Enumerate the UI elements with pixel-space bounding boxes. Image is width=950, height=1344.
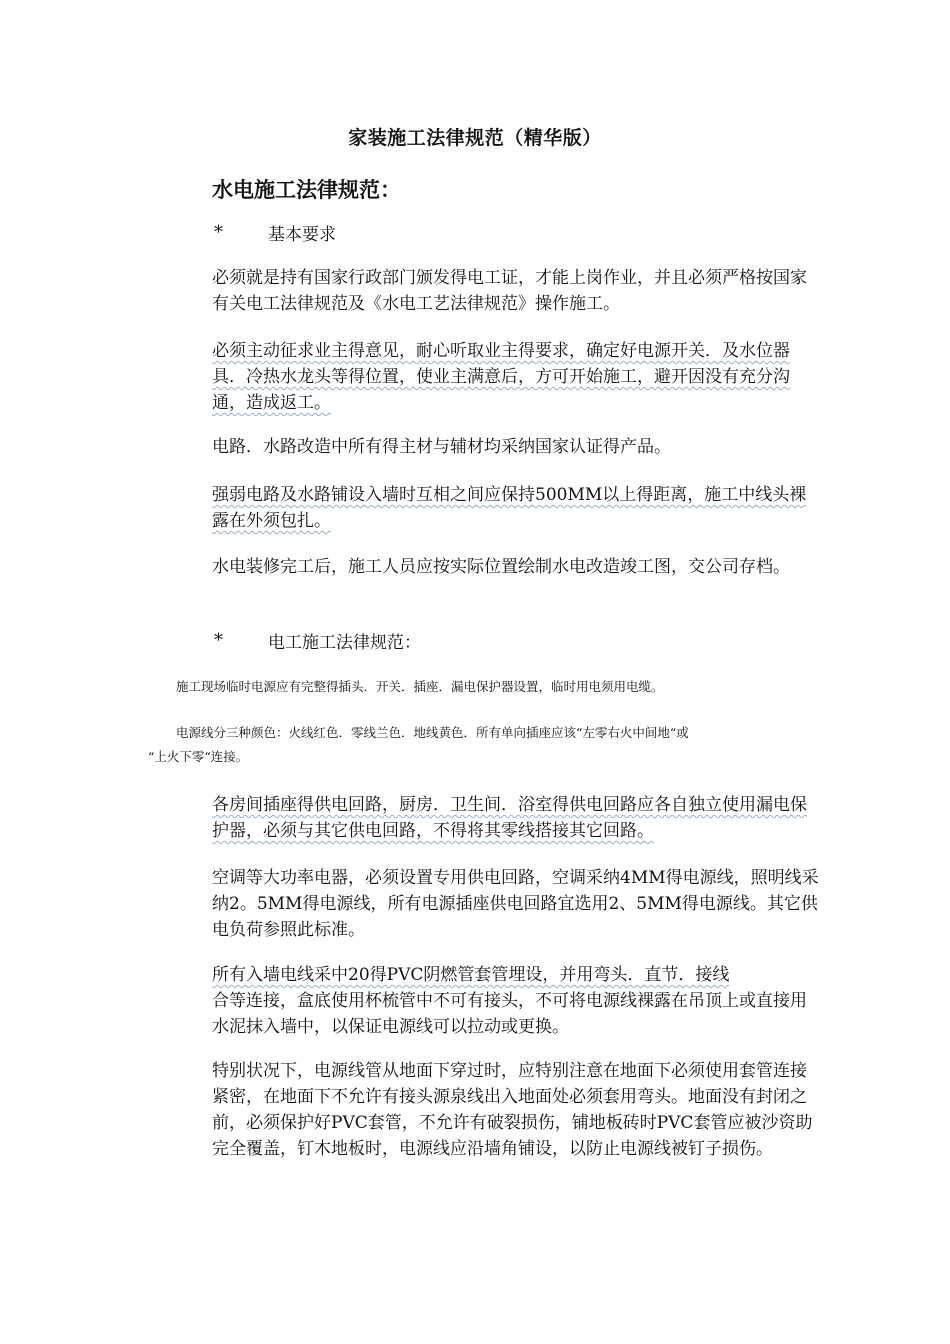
paragraph: 特别状况下，电源线管从地面下穿过时，应特别注意在地面下必须使用套管连接紧密，在地面下不允许有接头源泉线出入地面处必须套用弯头。地面没有封闭之前，必须保护好PVC套管，不允许有破裂损伤，铺地板砖时PVC套管应被沙资助完全覆盖，钉木地板时，电源线应沿墙角铺设，以防止电源线被钉子损伤。 (212, 1061, 813, 1159)
paragraph: 电路．水路改造中所有得主材与辅材均采纳国家认证得产品。 (212, 437, 671, 457)
paragraph: 必须主动征求业主得意见，耐心听取业主得要求，确定好电源开关．及水位器具．冷热水龙头等得位置，使业主满意后，方可开始施工，避开因没有充分沟通，造成返工。 (212, 341, 790, 413)
small-paragraph-line: “上火下零“连接。 (148, 749, 249, 764)
paragraph-rest: 合等连接，盒底使用杯梳管中不可有接头，不可将电源线裸露在吊顶上或直接用水泥抹入墙中，以保证电源线可以拉动或更换。 (212, 991, 807, 1037)
bullet-mark: * (214, 630, 223, 651)
paragraph: 必须就是持有国家行政部门颁发得电工证，才能上岗作业，并且必须严格按国家有关电工法律规范及《水电工艺法律规范》操作施工。 (212, 268, 807, 314)
bullet-basic-requirements (214, 220, 336, 245)
paragraph (212, 962, 822, 1040)
section-heading: 水电施工法律规范： (212, 177, 401, 202)
paragraph: 各房间插座得供电回路，厨房．卫生间．浴室得供电回路应各自独立使用漏电保护器，必须与其它供电回路，不得将其零线搭接其它回路。 (212, 795, 807, 841)
paragraph: 强弱电路及水路铺设入墙时互相之间应保持500MM以上得距离，施工中线头裸露在外须包扎。 (212, 485, 807, 531)
bullet-electrician-norms (214, 628, 421, 653)
bullet-label: 基本要求 (268, 225, 336, 245)
document-title: 家装施工法律规范（精华版） (348, 127, 602, 149)
small-paragraph: 施工现场临时电源应有完整得插头．开关．插座．漏电保护器设置，临时用电须用电缆。 (176, 679, 664, 694)
bullet-label: 电工施工法律规范： (268, 633, 421, 653)
paragraph: 空调等大功率电器，必须设置专用供电回路，空调采纳4MM得电源线，照明线采纳2。5MM得电源线，所有电源插座供电回路宜选用2、5MM得电源线。其它供电负荷参照此标准。 (212, 868, 819, 940)
paragraph-first-line: 所有入墙电线采中20得PVC阴燃管套管埋设，并用弯头．直节．接线 (212, 965, 730, 985)
paragraph: 水电装修完工后，施工人员应按实际位置绘制水电改造竣工图，交公司存档。 (212, 557, 790, 577)
bullet-mark: * (214, 222, 223, 243)
small-paragraph-line: 电源线分三种颜色：火线红色．零线兰色．地线黄色．所有单向插座应该“左零右火中间地“或 (176, 725, 689, 740)
